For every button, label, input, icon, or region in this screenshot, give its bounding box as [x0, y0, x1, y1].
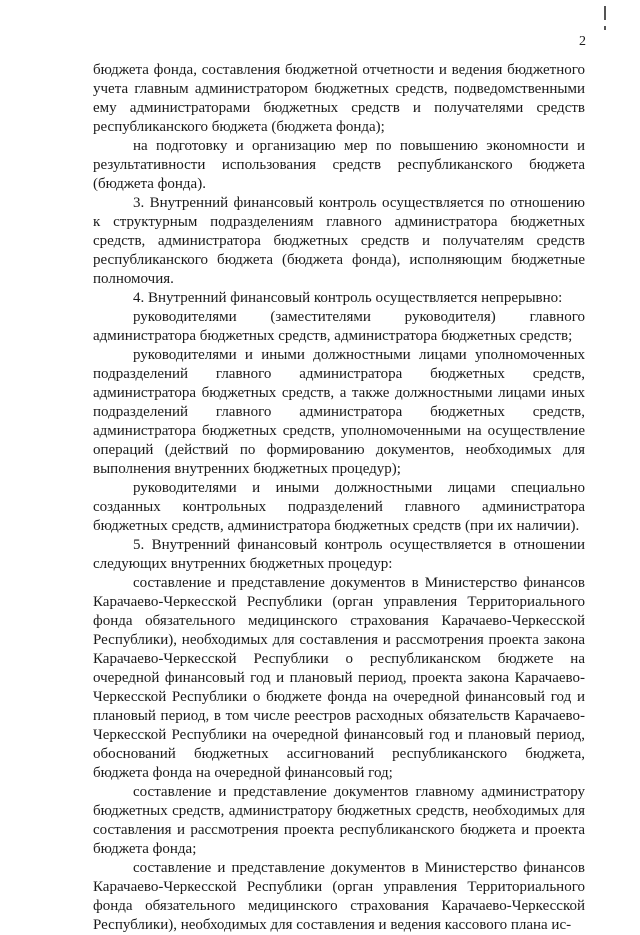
paragraph: составление и представление документов в Министерство финансов Карачаево-Черкесской Республики (орган управления Территориального фонда обязательного медицинского страхования Карачаево-Черкесской Республики), необходимых для составления и рассмотрения проекта закона Карачаево-Черкесской Республики о республиканском бюджете на очередной финансовый год и плановый период, проекта закона Карачаево-Черкесской Республики о бюджете фонда на очередной финансовый год и плановый период, в том числе реестров расходных обязательств Карачаево-Черкесской Республики на очередной финансовый год и плановый период, обоснований бюджетных ассигнований республиканского бюджета, бюджета фонда на очередной финансовый год; [93, 575, 585, 781]
paragraph: руководителями и иными должностными лицами специально созданных контрольных подразделений главного администратора бюджетных средств, администратора бюджетных средств (при их наличии). [93, 480, 585, 534]
paragraph: 3. Внутренний финансовый контроль осуществляется по отношению к структурным подразделениям главного администратора бюджетных средств, администратора бюджетных средств и получателям средств республиканского бюджета (бюджета фонда), исполняющим бюджетные полномочия. [93, 195, 585, 287]
paragraph: составление и представление документов в Министерство финансов Карачаево-Черкесской Республики (орган управления Территориального фонда обязательного медицинского страхования Карачаево-Черкесской Республики), необходимых для составления и ведения кассового плана ис- [93, 860, 585, 933]
scan-mark [604, 26, 606, 30]
paragraph: на подготовку и организацию мер по повышению экономности и результативности использования средств республиканского бюджета (бюджета фонда). [93, 138, 585, 192]
paragraph: руководителями (заместителями руководителя) главного администратора бюджетных средств, администратора бюджетных средств; [93, 309, 585, 344]
document-body [93, 61, 585, 935]
paragraph: 5. Внутренний финансовый контроль осуществляется в отношении следующих внутренних бюджетных процедур: [93, 537, 585, 572]
page-number: 2 [579, 34, 586, 49]
paragraph: 4. Внутренний финансовый контроль осуществляется непрерывно: [133, 290, 563, 306]
paragraph: составление и представление документов главному администратору бюджетных средств, администратору бюджетных средств, необходимых для составления и рассмотрения проекта республиканского бюджета и проекта бюджета фонда; [93, 784, 585, 857]
paragraph: бюджета фонда, составления бюджетной отчетности и ведения бюджетного учета главным администратором бюджетных средств, подведомственными ему администраторами бюджетных средств и получателями средств республиканского бюджета (бюджета фонда); [93, 62, 585, 135]
scan-mark [604, 6, 606, 20]
paragraph: руководителями и иными должностными лицами уполномоченных подразделений главного администратора бюджетных средств, администратора бюджетных средств, а также должностными лицами иных подразделений главного администратора бюджетных средств, администратора бюджетных средств, уполномоченными на осуществление операций (действий по формированию документов, необходимых для выполнения внутренних бюджетных процедур); [93, 347, 585, 477]
